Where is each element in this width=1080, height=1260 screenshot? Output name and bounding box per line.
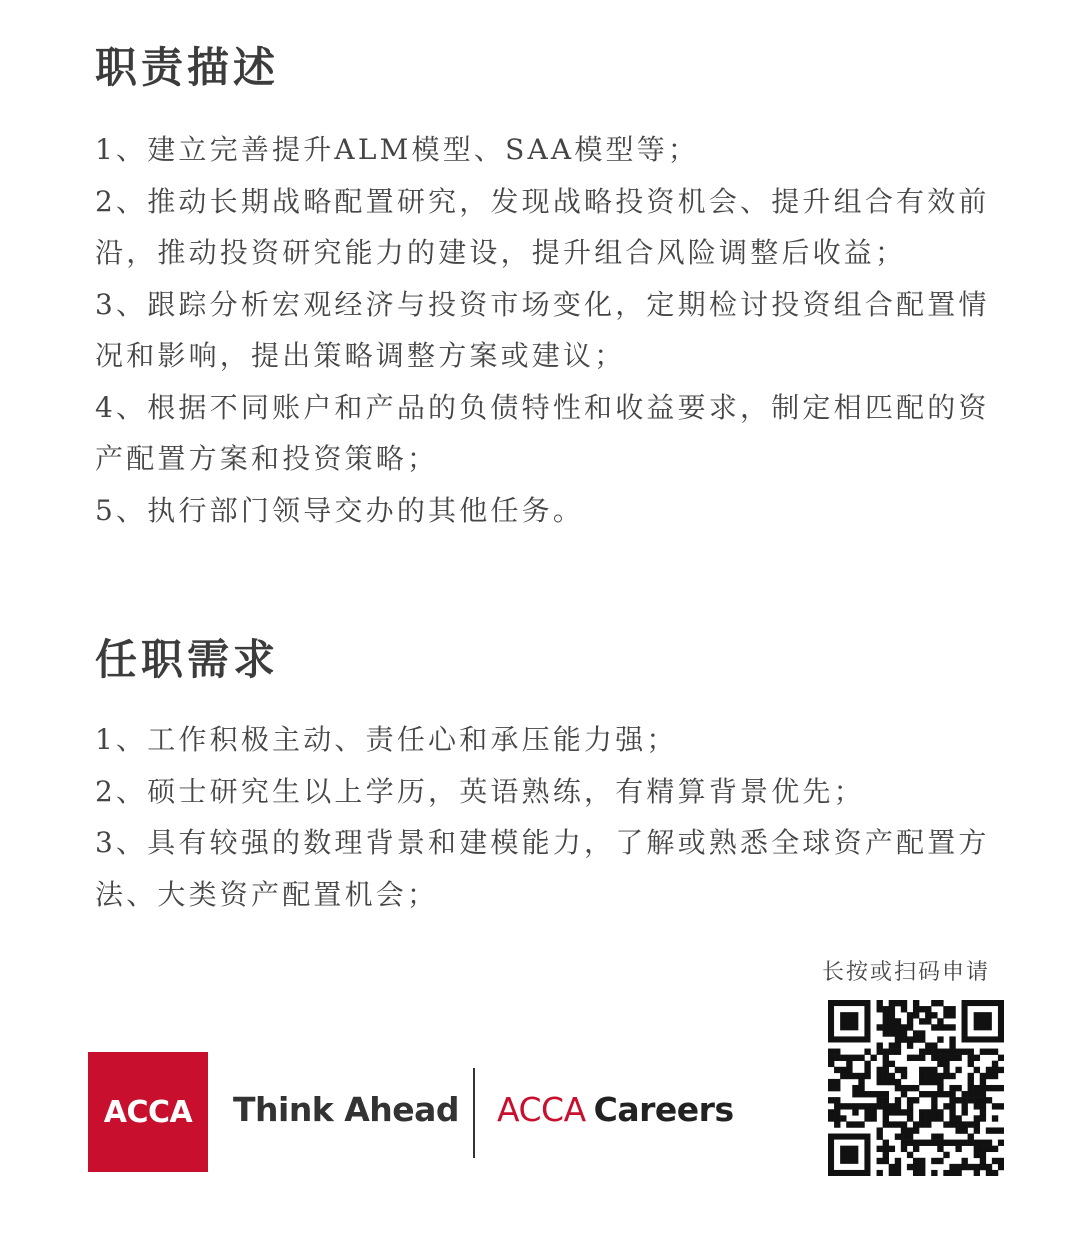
requirements-list	[95, 714, 995, 920]
requirements-title: 任职需求	[95, 635, 280, 684]
duty-item: 1、建立完善提升ALM模型、SAA模型等；	[95, 133, 700, 166]
duties-title: 职责描述	[95, 43, 280, 92]
requirement-item: 3、具有较强的数理背景和建模能力，了解或熟悉全球资产配置方法、大类资产配置机会；	[95, 826, 990, 911]
requirement-item: 1、工作积极主动、责任心和承压能力强；	[95, 723, 678, 756]
requirements-section	[95, 632, 995, 920]
footer-brand	[88, 1052, 788, 1172]
duty-item: 5、执行部门领导交办的其他任务。	[95, 493, 585, 527]
acca-careers-brand	[497, 1090, 734, 1129]
qr-code-icon[interactable]	[828, 1000, 1004, 1176]
qr-label: 长按或扫码申请	[822, 960, 991, 985]
careers-word: Careers	[593, 1090, 734, 1129]
requirement-item: 2、硕士研究生以上学历，英语熟练，有精算背景优先；	[95, 774, 865, 808]
duty-item: 3、跟踪分析宏观经济与投资市场变化，定期检讨投资组合配置情况和影响，提出策略调整方案或建议；	[95, 287, 990, 372]
careers-acca-word: ACCA	[497, 1090, 586, 1129]
brand-divider	[473, 1068, 475, 1158]
acca-logo-text: ACCA	[103, 1094, 193, 1130]
tagline: Think Ahead	[233, 1090, 460, 1129]
acca-logo	[88, 1052, 208, 1172]
duties-section	[95, 40, 995, 536]
duty-item: 4、根据不同账户和产品的负债特性和收益要求，制定相匹配的资产配置方案和投资策略；	[95, 390, 990, 475]
duties-list	[95, 124, 995, 536]
duty-item: 2、推动长期战略配置研究，发现战略投资机会、提升组合有效前沿，推动投资研究能力的建设，提升组合风险调整后收益；	[95, 184, 990, 269]
